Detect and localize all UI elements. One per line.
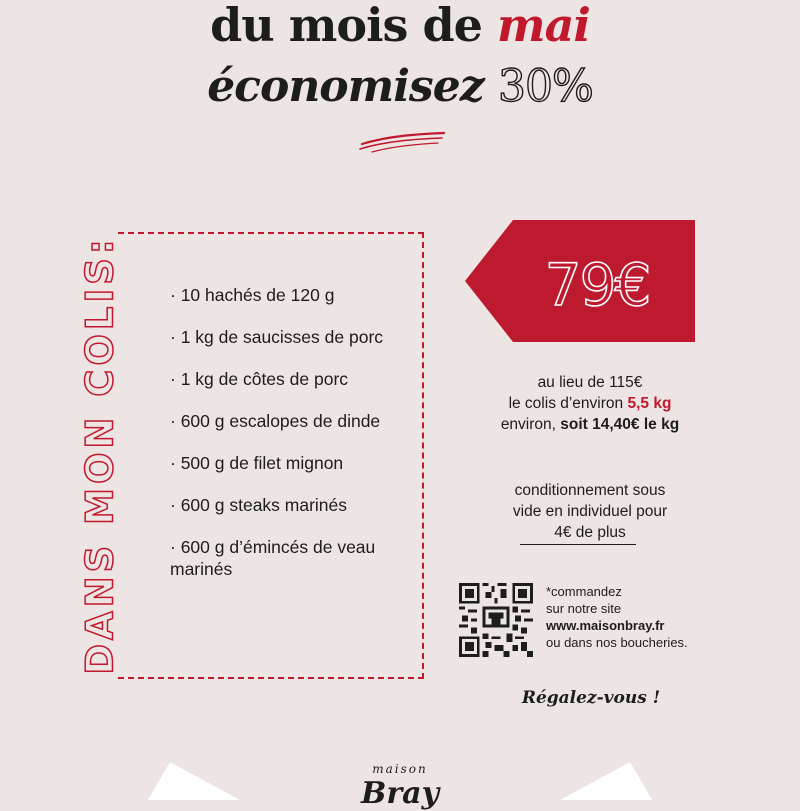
instead-of-price: au lieu de 115€ bbox=[537, 374, 643, 391]
order-line: ou dans nos boucheries. bbox=[546, 635, 688, 650]
qr-code-icon[interactable] bbox=[459, 583, 533, 657]
colis-title: DANS MON COLIS: bbox=[78, 235, 122, 675]
colis-item: · 600 g escalopes de dinde bbox=[170, 411, 381, 431]
logo-brand: Bray bbox=[360, 776, 440, 811]
website-link[interactable]: www.maisonbray.fr bbox=[546, 618, 665, 633]
weight-prefix: le colis d’environ bbox=[508, 395, 628, 412]
per-kg-line bbox=[445, 414, 735, 435]
packaging-price: 4€ de plus bbox=[554, 524, 626, 541]
headline-prefix: du mois de bbox=[210, 0, 497, 52]
colis-item: · 1 kg de côtes de porc bbox=[170, 369, 349, 389]
order-line: sur notre site bbox=[546, 601, 622, 616]
weight-line bbox=[445, 393, 735, 414]
colis-item: · 600 g steaks marinés bbox=[170, 495, 348, 515]
packaging-info bbox=[445, 480, 735, 543]
packaging-underline bbox=[520, 544, 636, 545]
closing-message: Régalez-vous ! bbox=[521, 688, 661, 708]
headline-save-text: économisez bbox=[207, 61, 498, 112]
brush-underline bbox=[358, 126, 448, 154]
colis-item: · 10 hachés de 120 g bbox=[170, 285, 335, 305]
order-line: *commandez bbox=[546, 584, 622, 599]
packaging-line: vide en individuel pour bbox=[512, 503, 668, 520]
price-details bbox=[445, 372, 735, 435]
order-info bbox=[546, 583, 756, 651]
colis-item: · 1 kg de saucisses de porc bbox=[170, 327, 384, 347]
per-kg-value: soit 14,40€ le kg bbox=[560, 416, 680, 433]
headline-month: mai bbox=[496, 0, 590, 52]
headline-line-1 bbox=[0, 0, 800, 50]
weight-value: 5,5 kg bbox=[627, 395, 672, 412]
headline-line-2 bbox=[0, 62, 800, 112]
colis-item: · 500 g de filet mignon bbox=[170, 453, 344, 473]
logo-small-text: maison bbox=[372, 762, 428, 776]
packaging-line: conditionnement sous bbox=[514, 482, 666, 499]
price-value: 79€ bbox=[544, 251, 650, 319]
headline-discount: 30% bbox=[498, 61, 593, 112]
colis-item: · 600 g d’émincés de veau marinés bbox=[170, 537, 376, 579]
colis-list bbox=[170, 284, 410, 600]
per-kg-prefix: environ, bbox=[500, 416, 561, 433]
